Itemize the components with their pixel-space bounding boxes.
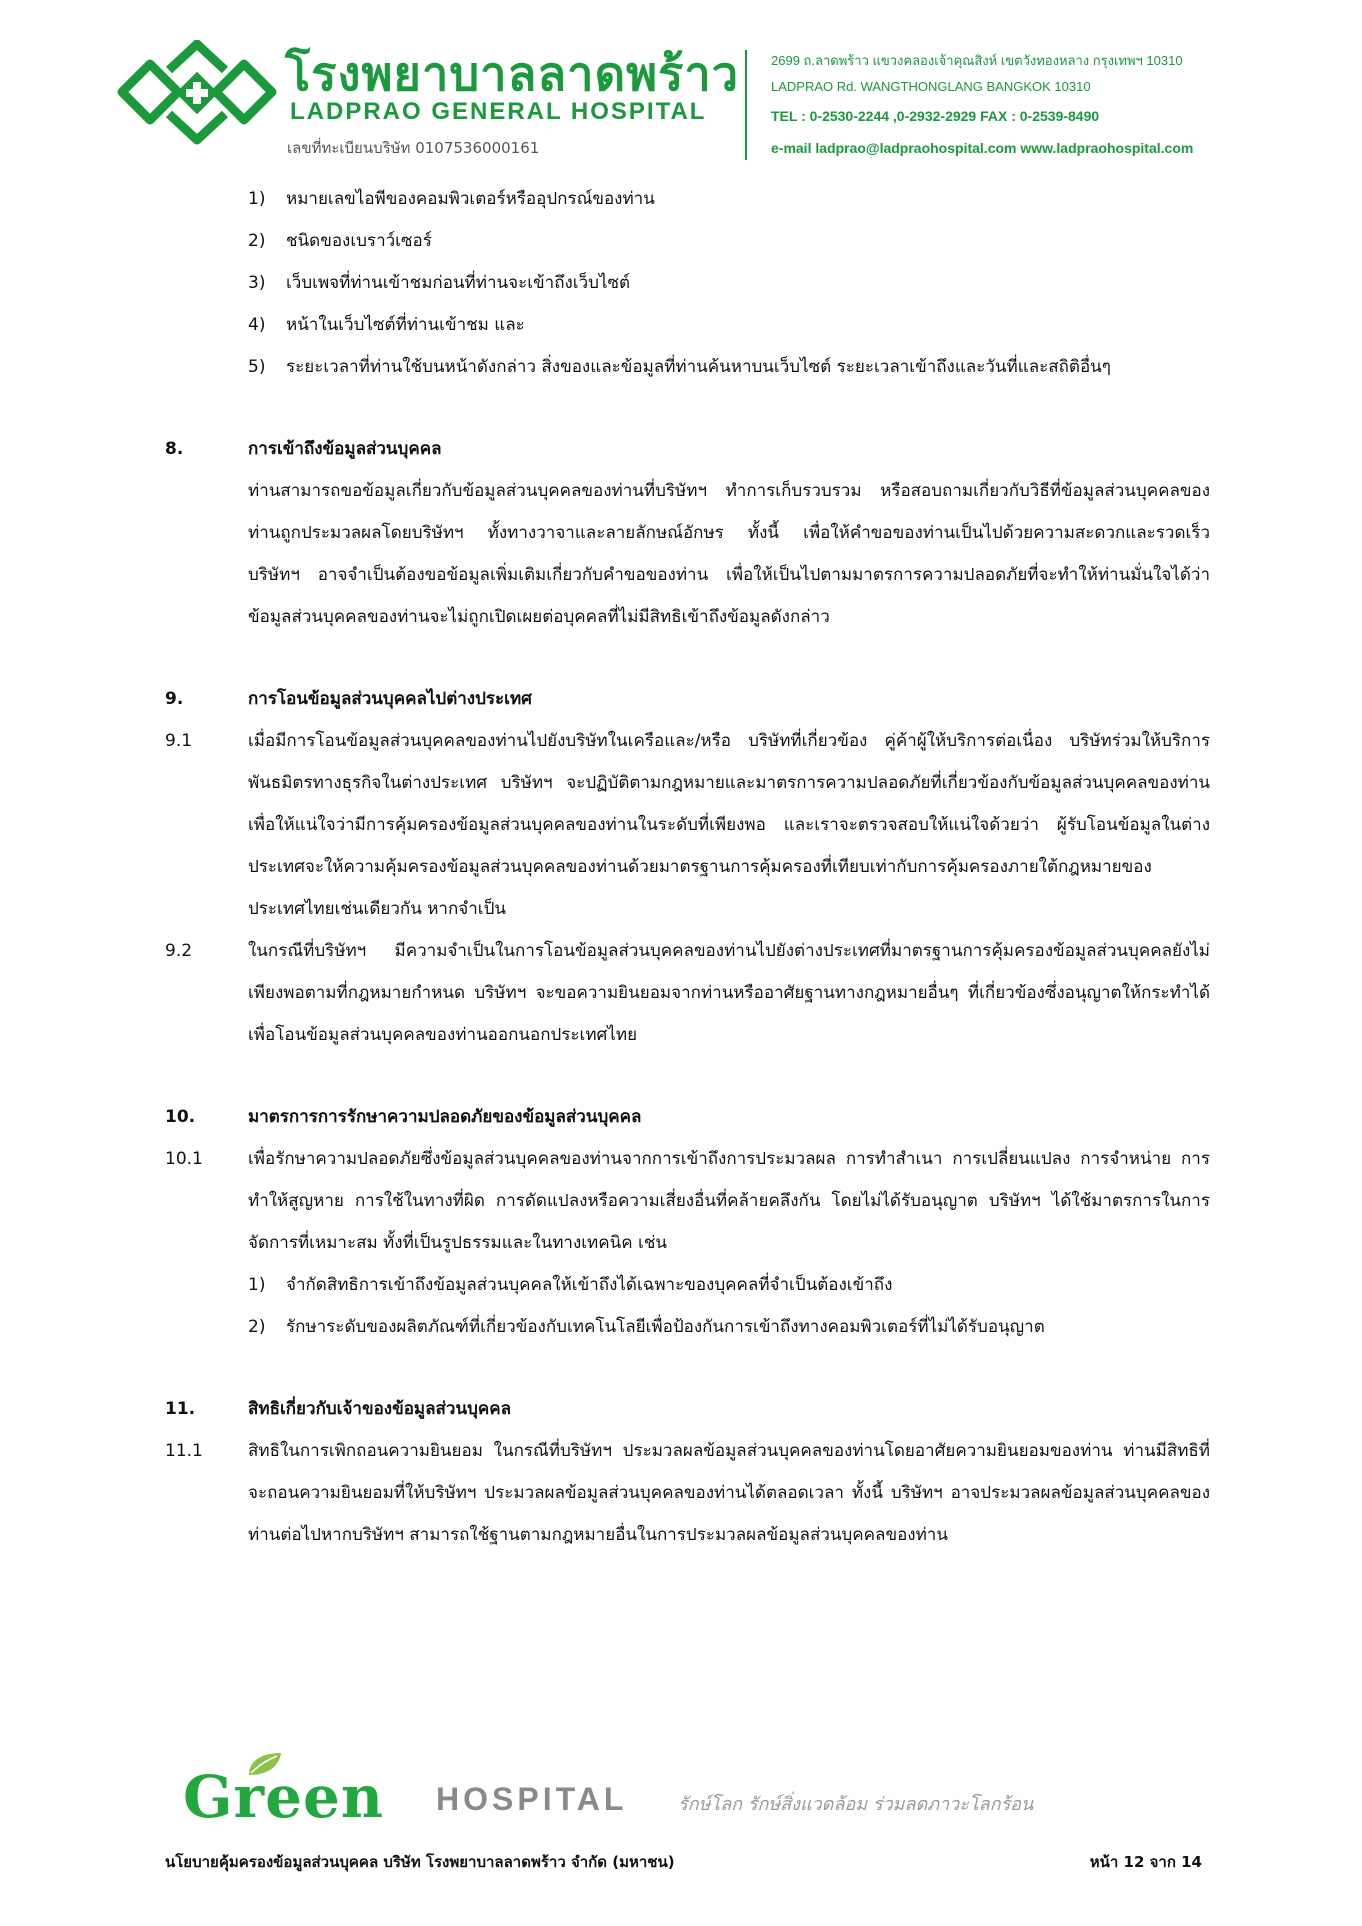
address-thai: 2699 ถ.ลาดพร้าว แขวงคลองเจ้าคุณสิงห์ เขตวังทองหลาง กรุงเทพฯ 10310 bbox=[771, 53, 1183, 68]
document-body bbox=[165, 178, 1210, 1556]
list-item: 5) ระยะเวลาที่ท่านใช้บนหน้าดังกล่าว สิ่งของและข้อมูลที่ท่านค้นหาบนเว็บไซต์ ระยะเวลาเข้าถึงและวันที่และสถิติอื่นๆ bbox=[248, 357, 1111, 377]
section-heading-8: 8. การเข้าถึงข้อมูลส่วนบุคคล bbox=[165, 439, 442, 459]
hospital-word: HOSPITAL bbox=[436, 1781, 628, 1817]
slogan: รักษ์โลก รักษ์สิ่งแวดล้อม ร่วมลดภาวะโลกร้อน bbox=[678, 1794, 1034, 1815]
address-english: LADPRAO Rd. WANGTHONGLANG BANGKOK 10310 bbox=[771, 79, 1091, 94]
green-hospital-logo bbox=[183, 1763, 1193, 1835]
section-heading-11: 11. สิทธิเกี่ยวกับเจ้าของข้อมูลส่วนบุคคล bbox=[165, 1399, 512, 1419]
list-item: 3) เว็บเพจที่ท่านเข้าชมก่อนที่ท่านจะเข้าถึงเว็บไซต์ bbox=[248, 273, 631, 293]
hospital-name-thai: โรงพยาบาลลาดพร้าว bbox=[285, 47, 740, 102]
hospital-logo-icon bbox=[112, 40, 282, 145]
phone-fax: TEL : 0-2530-2244 ,0-2932-2929 FAX : 0-2539-8490 bbox=[771, 108, 1100, 124]
section-heading-9: 9. การโอนข้อมูลส่วนบุคคลไปต่างประเทศ bbox=[165, 689, 532, 709]
header-divider bbox=[745, 50, 747, 160]
list-item: 1) หมายเลขไอพีของคอมพิวเตอร์หรืออุปกรณ์ของท่าน bbox=[248, 189, 655, 209]
list-item: 4) หน้าในเว็บไซต์ที่ท่านเข้าชม และ bbox=[248, 315, 525, 335]
letterhead bbox=[0, 0, 1362, 170]
registration-number: เลขที่ทะเบียนบริษัท 0107536000161 bbox=[287, 139, 540, 157]
clause-11-1: 11.1 สิทธิในการเพิกถอนความยินยอม ในกรณีที่บริษัทฯ ประมวลผลข้อมูลส่วนบุคคลของท่านโดยอาศัยความยินยอมของท่าน ท่านมีสิทธิที่จะถอนความยินยอมที่ให้บริษัทฯ ประมวลผลข้อมูลส่วนบุคคลของท่านได้ตลอดเวลา ทั้งนี้ บริษัทฯ อาจประมวลผลข้อมูลส่วนบุคคลของท่านต่อไปหากบริษัทฯ สามารถใช้ฐานตามกฎหมายอื่นในการประมวลผลข้อมูลส่วนบุคคลของท่าน bbox=[165, 1441, 1210, 1545]
list-item: 1) จำกัดสิทธิการเข้าถึงข้อมูลส่วนบุคคลให้เข้าถึงได้เฉพาะของบุคคลที่จำเป็นต้องเข้าถึง bbox=[248, 1275, 893, 1295]
clause-10-1: 10.1 เพื่อรักษาความปลอดภัยซึ่งข้อมูลส่วนบุคคลของท่านจากการเข้าถึงการประมวลผล การทำสำเนา การเปลี่ยนแปลง การจำหน่าย การทำให้สูญหาย การใช้ในทางที่ผิด การดัดแปลงหรือความเสี่ยงอื่นที่คล้ายคลึงกัน โดยไม่ได้รับอนุญาต บริษัทฯ ได้ใช้มาตรการในการจัดการที่เหมาะสม ทั้งที่เป็นรูปธรรมและในทางเทคนิค เช่น bbox=[165, 1149, 1210, 1253]
email-website: e-mail ladprao@ladpraohospital.com www.ladpraohospital.com bbox=[771, 140, 1194, 156]
section-heading-10: 10. มาตรการการรักษาความปลอดภัยของข้อมูลส่วนบุคคล bbox=[165, 1107, 642, 1127]
document-title-footer: นโยบายคุ้มครองข้อมูลส่วนบุคคล บริษัท โรงพยาบาลลาดพร้าว จำกัด (มหาชน) bbox=[165, 1853, 675, 1871]
section-8-paragraph: ท่านสามารถขอข้อมูลเกี่ยวกับข้อมูลส่วนบุคคลของท่านที่บริษัทฯ ทำการเก็บรวบรวม หรือสอบถามเกี่ยวกับวิธีที่ข้อมูลส่วนบุคคลของท่านถูกประมวลผลโดยบริษัทฯ ทั้งทางวาจาและลายลักษณ์อักษร ทั้งนี้ เพื่อให้คำขอของท่านเป็นไปด้วยความสะดวกและรวดเร็ว บริษัทฯ อาจจำเป็นต้องขอข้อมูลเพิ่มเติมเกี่ยวกับคำขอของท่าน เพื่อให้เป็นไปตามมาตรการความปลอดภัยที่จะทำให้ท่านมั่นใจได้ว่าข้อมูลส่วนบุคคลของท่านจะไม่ถูกเปิดเผยต่อบุคคลที่ไม่มีสิทธิเข้าถึงข้อมูลดังกล่าว bbox=[248, 481, 1210, 627]
list-item: 2) รักษาระดับของผลิตภัณฑ์ที่เกี่ยวข้องกับเทคโนโลยีเพื่อป้องกันการเข้าถึงทางคอมพิวเตอร์ที่ไม่ได้รับอนุญาต bbox=[248, 1317, 1045, 1337]
clause-9-1: 9.1 เมื่อมีการโอนข้อมูลส่วนบุคคลของท่านไปยังบริษัทในเครือและ/หรือ บริษัทที่เกี่ยวข้อง คู่ค้าผู้ให้บริการต่อเนื่อง บริษัทร่วมให้บริการ พันธมิตรทางธุรกิจในต่างประเทศ บริษัทฯ จะปฏิบัติตามกฎหมายและมาตรการความปลอดภัยที่เกี่ยวข้องกับข้อมูลส่วนบุคคลของท่านเพื่อให้แน่ใจว่ามีการคุ้มครองข้อมูลส่วนบุคคลของท่านในระดับที่เพียงพอ และเราจะตรวจสอบให้แน่ใจด้วยว่า ผู้รับโอนข้อมูลในต่างประเทศจะให้ความคุ้มครองข้อมูลส่วนบุคคลของท่านด้วยมาตรฐานการคุ้มครองที่เทียบเท่ากับการคุ้มครองภายใต้กฎหมายของประเทศไทยเช่นเดียวกัน หากจำเป็น bbox=[165, 731, 1210, 919]
page-number: หน้า 12 จาก 14 bbox=[1089, 1853, 1202, 1871]
clause-9-2: 9.2 ในกรณีที่บริษัทฯ มีความจำเป็นในการโอนข้อมูลส่วนบุคคลของท่านไปยังต่างประเทศที่มาตรฐานการคุ้มครองข้อมูลส่วนบุคคลยังไม่เพียงพอตามที่กฎหมายกำหนด บริษัทฯ จะขอความยินยอมจากท่านหรืออาศัยฐานทางกฎหมายอื่นๆ ที่เกี่ยวข้องซึ่งอนุญาตให้กระทำได้เพื่อโอนข้อมูลส่วนบุคคลของท่านออกนอกประเทศไทย bbox=[165, 941, 1210, 1045]
list-item: 2) ชนิดของเบราว์เซอร์ bbox=[248, 231, 432, 251]
hospital-name-english: LADPRAO GENERAL HOSPITAL bbox=[290, 98, 707, 125]
green-word: Green bbox=[183, 1763, 385, 1831]
